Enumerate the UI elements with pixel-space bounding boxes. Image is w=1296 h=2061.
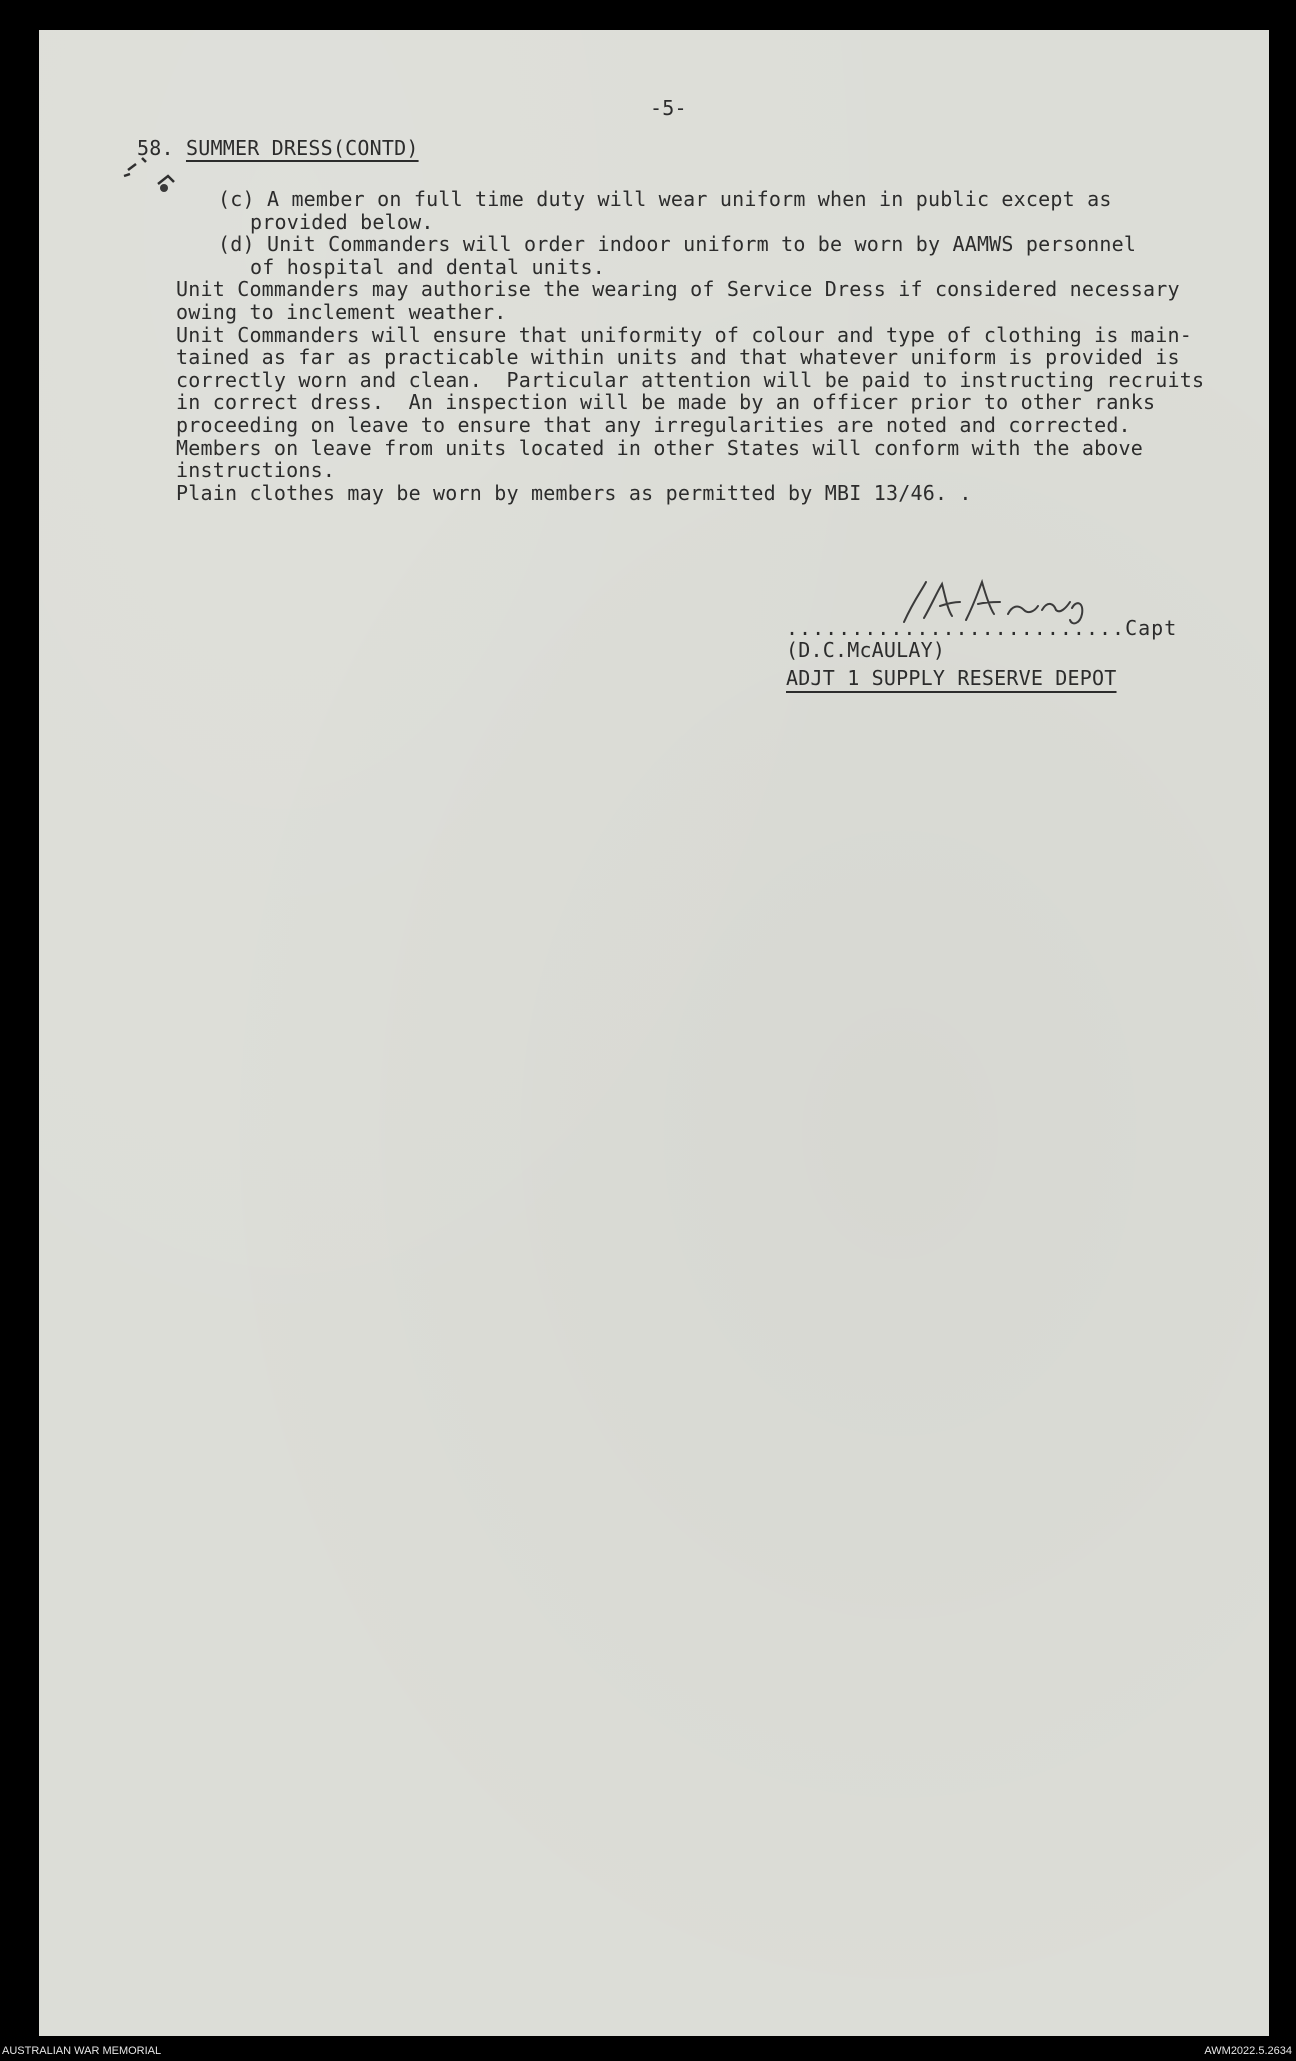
- body-line: tained as far as practicable within units and that whatever uniform is provided is: [176, 345, 1180, 370]
- footer-reference: AWM2022.5.2634: [1204, 2045, 1292, 2057]
- punch-mark-icon: [118, 140, 218, 210]
- body-line: proceeding on leave to ensure that any irregularities are noted and corrected.: [176, 413, 1131, 437]
- body-line: of hospital and dental units.: [250, 254, 605, 279]
- body-line: (d) Unit Commanders will order indoor uniform to be worn by AAMWS personnel: [218, 232, 1137, 257]
- footer-credit: AUSTRALIAN WAR MEMORIAL: [2, 2045, 162, 2057]
- body-line: Plain clothes may be worn by members as permitted by MBI 13/46. .: [176, 480, 972, 505]
- body-line: correctly worn and clean. Particular attention will be paid to instructing recruits: [176, 367, 1205, 392]
- body-line: owing to inclement weather.: [176, 300, 507, 324]
- body-line: in correct dress. An inspection will be made by an officer prior to other ranks: [176, 390, 1156, 415]
- body-line: provided below.: [250, 209, 434, 234]
- body-line: Unit Commanders may authorise the wearing of Service Dress if considered necessary: [176, 277, 1180, 302]
- body-line: (c) A member on full time duty will wear uniform when in public except as: [218, 187, 1112, 211]
- section-title: SUMMER DRESS(CONTD): [185, 136, 419, 160]
- body-line: instructions.: [176, 458, 336, 483]
- signatory-name: (D.C.McAULAY): [786, 638, 946, 662]
- page-number: -5-: [650, 96, 687, 120]
- section-number: 58.: [137, 136, 174, 160]
- body-line: Unit Commanders will ensure that uniformity of colour and type of clothing is main-: [176, 322, 1193, 347]
- signatory-appointment: ADJT 1 SUPPLY RESERVE DEPOT: [786, 666, 1117, 690]
- signature-line: ..........................Capt: [786, 616, 1178, 640]
- body-line: Members on leave from units located in other States will conform with the above: [176, 435, 1144, 460]
